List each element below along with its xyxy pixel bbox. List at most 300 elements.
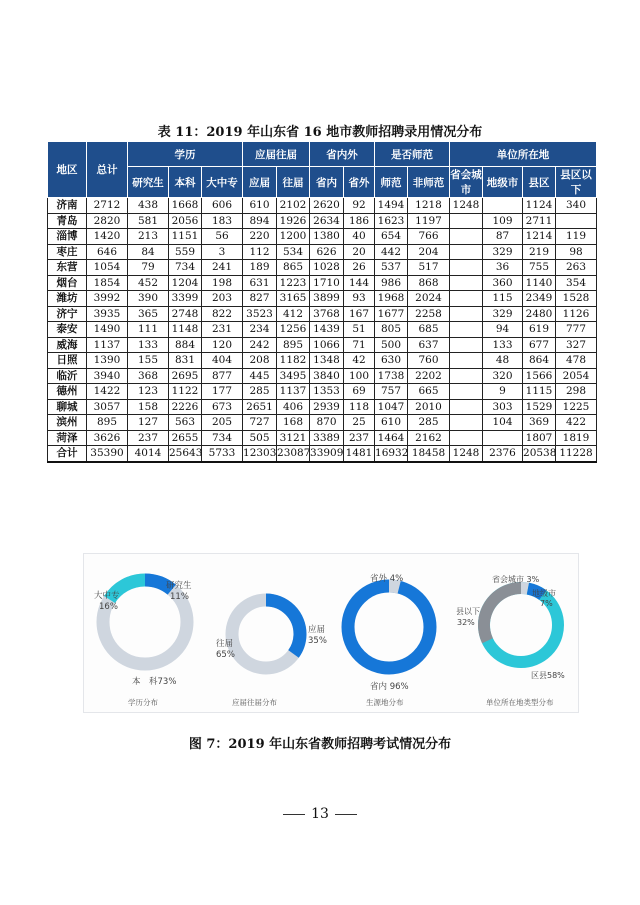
value-cell: 3899	[310, 291, 344, 307]
value-cell: 805	[375, 322, 408, 338]
value-cell: 478	[556, 353, 597, 369]
region-cell: 济宁	[48, 306, 87, 322]
graduation-donut	[216, 600, 327, 707]
value-cell: 48	[483, 353, 523, 369]
value-cell: 203	[202, 291, 243, 307]
value-cell	[450, 322, 483, 338]
value-cell: 1819	[556, 430, 597, 446]
value-cell: 1148	[169, 322, 202, 338]
value-cell: 412	[277, 306, 310, 322]
value-cell: 20	[344, 244, 375, 260]
value-cell: 354	[556, 275, 597, 291]
value-cell: 320	[483, 368, 523, 384]
charts-panel	[83, 553, 579, 713]
region-cell: 烟台	[48, 275, 87, 291]
value-cell: 3399	[169, 291, 202, 307]
value-cell: 3935	[87, 306, 128, 322]
value-cell	[450, 384, 483, 400]
value-cell: 1047	[375, 399, 408, 415]
table-row	[48, 399, 597, 415]
subheader-cell: 非师范	[408, 167, 450, 198]
region-cell: 东营	[48, 260, 87, 276]
value-cell: 368	[128, 368, 169, 384]
value-cell: 2748	[169, 306, 202, 322]
value-cell: 26	[344, 260, 375, 276]
label-ying: 应届	[308, 625, 326, 635]
value-cell: 734	[169, 260, 202, 276]
value-cell: 606	[202, 198, 243, 214]
value-cell: 422	[556, 415, 597, 431]
value-cell: 155	[128, 353, 169, 369]
label-yanjiu: 研究生	[166, 581, 192, 591]
header-region: 地区	[48, 142, 87, 198]
region-cell: 临沂	[48, 368, 87, 384]
value-cell: 445	[243, 368, 277, 384]
subheader-cell: 县区	[523, 167, 556, 198]
value-cell: 109	[483, 213, 523, 229]
value-cell: 2634	[310, 213, 344, 229]
value-cell: 895	[87, 415, 128, 431]
region-cell: 青岛	[48, 213, 87, 229]
value-cell: 285	[408, 415, 450, 431]
value-cell: 234	[243, 322, 277, 338]
value-cell: 2202	[408, 368, 450, 384]
label-wai: 省外 4%	[370, 574, 404, 584]
value-cell: 5733	[202, 446, 243, 462]
value-cell: 610	[243, 198, 277, 214]
value-cell: 120	[202, 337, 243, 353]
value-cell: 20538	[523, 446, 556, 462]
value-cell: 1225	[556, 399, 597, 415]
value-cell: 25	[344, 415, 375, 431]
value-cell: 637	[408, 337, 450, 353]
label-wang-pct: 65%	[216, 650, 235, 660]
value-cell: 1115	[523, 384, 556, 400]
value-cell: 685	[408, 322, 450, 338]
value-cell: 1182	[277, 353, 310, 369]
table-row	[48, 415, 597, 431]
value-cell: 1677	[375, 306, 408, 322]
label-shenghui: 省会城市 3%	[492, 575, 540, 584]
subheader-cell: 省内	[310, 167, 344, 198]
value-cell: 1439	[310, 322, 344, 338]
value-cell: 118	[344, 399, 375, 415]
value-cell: 241	[202, 260, 243, 276]
subheader-cell: 本科	[169, 167, 202, 198]
donut-charts	[84, 554, 578, 712]
value-cell: 2054	[556, 368, 597, 384]
recruitment-table	[47, 141, 597, 463]
value-cell: 213	[128, 229, 169, 245]
header-normal: 是否师范	[375, 142, 450, 167]
header-education: 学历	[128, 142, 243, 167]
value-cell: 231	[202, 322, 243, 338]
value-cell: 123	[128, 384, 169, 400]
value-cell: 563	[169, 415, 202, 431]
region-cell: 滨州	[48, 415, 87, 431]
value-cell: 94	[483, 322, 523, 338]
value-cell: 646	[87, 244, 128, 260]
value-cell: 369	[523, 415, 556, 431]
table-title: 表 11：2019 年山东省 16 地市教师招聘录用情况分布	[157, 125, 483, 140]
value-cell: 23087	[277, 446, 310, 462]
value-cell: 610	[375, 415, 408, 431]
value-cell: 329	[483, 306, 523, 322]
value-cell: 1623	[375, 213, 408, 229]
label-dazhong-pct: 16%	[99, 602, 118, 612]
value-cell: 100	[344, 368, 375, 384]
value-cell: 894	[243, 213, 277, 229]
value-cell: 537	[375, 260, 408, 276]
value-cell: 1422	[87, 384, 128, 400]
value-cell: 204	[408, 244, 450, 260]
value-cell: 237	[344, 430, 375, 446]
label-yanjiu-pct: 11%	[170, 592, 189, 602]
table-row	[48, 291, 597, 307]
page-number	[0, 806, 640, 822]
nei-ring	[348, 586, 430, 668]
value-cell: 2695	[169, 368, 202, 384]
value-cell: 1926	[277, 213, 310, 229]
value-cell: 1710	[310, 275, 344, 291]
value-cell: 2102	[277, 198, 310, 214]
region-cell: 菏泽	[48, 430, 87, 446]
label-nei: 省内 96%	[370, 682, 409, 692]
value-cell: 2939	[310, 399, 344, 415]
value-cell: 263	[556, 260, 597, 276]
value-cell: 79	[128, 260, 169, 276]
value-cell: 340	[556, 198, 597, 214]
origin-donut	[348, 573, 430, 707]
value-cell: 865	[277, 260, 310, 276]
table-row	[48, 275, 597, 291]
value-cell: 3495	[277, 368, 310, 384]
region-cell: 泰安	[48, 322, 87, 338]
value-cell: 104	[483, 415, 523, 431]
table-row	[48, 368, 597, 384]
header-total: 总计	[87, 142, 128, 198]
value-cell: 35390	[87, 446, 128, 462]
value-cell: 755	[523, 260, 556, 276]
value-cell: 3523	[243, 306, 277, 322]
value-cell	[450, 353, 483, 369]
value-cell: 2349	[523, 291, 556, 307]
value-cell: 360	[483, 275, 523, 291]
caption-unit: 单位所在地类型分布	[486, 698, 554, 707]
value-cell: 220	[243, 229, 277, 245]
value-cell: 3	[202, 244, 243, 260]
value-cell: 93	[344, 291, 375, 307]
value-cell: 442	[375, 244, 408, 260]
region-cell: 威海	[48, 337, 87, 353]
value-cell: 112	[243, 244, 277, 260]
label-ying-pct: 35%	[308, 636, 327, 646]
value-cell: 760	[408, 353, 450, 369]
value-cell	[450, 260, 483, 276]
value-cell: 673	[202, 399, 243, 415]
value-cell: 219	[523, 244, 556, 260]
value-cell: 1529	[523, 399, 556, 415]
value-cell: 1738	[375, 368, 408, 384]
value-cell: 9	[483, 384, 523, 400]
value-cell: 1380	[310, 229, 344, 245]
value-cell: 2024	[408, 291, 450, 307]
value-cell	[450, 430, 483, 446]
value-cell: 390	[128, 291, 169, 307]
value-cell: 36	[483, 260, 523, 276]
value-cell: 2651	[243, 399, 277, 415]
table-row	[48, 322, 597, 338]
value-cell: 2010	[408, 399, 450, 415]
label-dazhong: 大中专	[94, 591, 120, 601]
value-cell: 329	[483, 244, 523, 260]
value-cell: 884	[169, 337, 202, 353]
value-cell: 144	[344, 275, 375, 291]
value-cell: 16932	[375, 446, 408, 462]
caption-education: 学历分布	[128, 698, 158, 707]
value-cell: 158	[128, 399, 169, 415]
table-row	[48, 337, 597, 353]
value-cell: 242	[243, 337, 277, 353]
subheader-cell: 往届	[277, 167, 310, 198]
value-cell	[450, 368, 483, 384]
value-cell: 1248	[450, 198, 483, 214]
value-cell: 1494	[375, 198, 408, 214]
value-cell: 1140	[523, 275, 556, 291]
value-cell: 84	[128, 244, 169, 260]
caption-graduation: 应届往届分布	[232, 698, 277, 707]
value-cell: 1248	[450, 446, 483, 462]
value-cell: 677	[523, 337, 556, 353]
region-cell: 日照	[48, 353, 87, 369]
value-cell: 559	[169, 244, 202, 260]
value-cell: 1481	[344, 446, 375, 462]
value-cell: 189	[243, 260, 277, 276]
value-cell	[450, 244, 483, 260]
value-cell: 71	[344, 337, 375, 353]
value-cell: 868	[408, 275, 450, 291]
value-cell: 133	[128, 337, 169, 353]
value-cell	[450, 291, 483, 307]
value-cell: 3768	[310, 306, 344, 322]
value-cell: 2258	[408, 306, 450, 322]
table-row	[48, 353, 597, 369]
value-cell: 404	[202, 353, 243, 369]
value-cell: 895	[277, 337, 310, 353]
value-cell: 2056	[169, 213, 202, 229]
value-cell: 870	[310, 415, 344, 431]
value-cell: 1807	[523, 430, 556, 446]
value-cell: 3165	[277, 291, 310, 307]
value-cell: 298	[556, 384, 597, 400]
value-cell: 2162	[408, 430, 450, 446]
page-number-text: 13	[311, 806, 329, 822]
value-cell: 98	[556, 244, 597, 260]
value-cell: 1066	[310, 337, 344, 353]
region-cell: 枣庄	[48, 244, 87, 260]
value-cell: 2711	[523, 213, 556, 229]
value-cell: 3626	[87, 430, 128, 446]
value-cell: 766	[408, 229, 450, 245]
value-cell: 119	[556, 229, 597, 245]
value-cell: 1124	[523, 198, 556, 214]
value-cell: 51	[344, 322, 375, 338]
value-cell: 500	[375, 337, 408, 353]
table-row	[48, 430, 597, 446]
value-cell: 665	[408, 384, 450, 400]
value-cell: 127	[128, 415, 169, 431]
value-cell: 3940	[87, 368, 128, 384]
figure-caption: 图 7：2019 年山东省教师招聘考试情况分布	[188, 737, 452, 752]
value-cell: 1528	[556, 291, 597, 307]
subheader-cell: 省外	[344, 167, 375, 198]
value-cell	[450, 399, 483, 415]
value-cell: 1353	[310, 384, 344, 400]
subheader-cell: 县区以下	[556, 167, 597, 198]
value-cell: 822	[202, 306, 243, 322]
header-origin: 省内外	[310, 142, 375, 167]
value-cell: 3121	[277, 430, 310, 446]
label-xianqu: 区县58%	[531, 671, 565, 680]
subheader-cell: 省会城市	[450, 167, 483, 198]
value-cell: 2376	[483, 446, 523, 462]
value-cell: 877	[202, 368, 243, 384]
region-cell: 淄博	[48, 229, 87, 245]
education-donut	[87, 564, 203, 707]
value-cell: 208	[243, 353, 277, 369]
region-cell: 潍坊	[48, 291, 87, 307]
value-cell: 1348	[310, 353, 344, 369]
value-cell: 3057	[87, 399, 128, 415]
value-cell: 183	[202, 213, 243, 229]
value-cell: 3840	[310, 368, 344, 384]
table-row	[48, 306, 597, 322]
region-cell: 合计	[48, 446, 87, 462]
table-row	[48, 384, 597, 400]
value-cell: 1854	[87, 275, 128, 291]
value-cell: 1126	[556, 306, 597, 322]
value-cell: 111	[128, 322, 169, 338]
value-cell: 1464	[375, 430, 408, 446]
value-cell: 626	[310, 244, 344, 260]
subheader-cell: 研究生	[128, 167, 169, 198]
value-cell: 1197	[408, 213, 450, 229]
value-cell: 619	[523, 322, 556, 338]
value-cell	[450, 275, 483, 291]
value-cell: 365	[128, 306, 169, 322]
value-cell: 1490	[87, 322, 128, 338]
value-cell: 1200	[277, 229, 310, 245]
value-cell: 1028	[310, 260, 344, 276]
value-cell: 1390	[87, 353, 128, 369]
value-cell	[450, 213, 483, 229]
value-cell: 2226	[169, 399, 202, 415]
table-row	[48, 213, 597, 229]
value-cell: 654	[375, 229, 408, 245]
value-cell: 133	[483, 337, 523, 353]
value-cell: 115	[483, 291, 523, 307]
value-cell: 986	[375, 275, 408, 291]
value-cell: 438	[128, 198, 169, 214]
value-cell: 12303	[243, 446, 277, 462]
subheader-cell: 应届	[243, 167, 277, 198]
value-cell: 1223	[277, 275, 310, 291]
header-unit: 单位所在地	[450, 142, 597, 167]
value-cell: 1218	[408, 198, 450, 214]
value-cell: 186	[344, 213, 375, 229]
value-cell: 285	[243, 384, 277, 400]
value-cell: 303	[483, 399, 523, 415]
value-cell: 1137	[277, 384, 310, 400]
label-benke: 本 科73%	[132, 677, 177, 687]
value-cell: 1204	[169, 275, 202, 291]
label-xianyixia-pct: 32%	[457, 618, 475, 627]
value-cell: 69	[344, 384, 375, 400]
value-cell: 831	[169, 353, 202, 369]
header-graduation: 应届往届	[243, 142, 310, 167]
value-cell: 534	[277, 244, 310, 260]
table-row	[48, 244, 597, 260]
label-diji: 地级市	[532, 589, 556, 598]
value-cell: 777	[556, 322, 597, 338]
value-cell: 2712	[87, 198, 128, 214]
value-cell: 42	[344, 353, 375, 369]
value-cell	[450, 306, 483, 322]
value-cell: 1420	[87, 229, 128, 245]
table-row	[48, 229, 597, 245]
value-cell	[450, 229, 483, 245]
value-cell: 1054	[87, 260, 128, 276]
subheader-cell: 师范	[375, 167, 408, 198]
value-cell	[483, 198, 523, 214]
value-cell: 757	[375, 384, 408, 400]
value-cell: 3389	[310, 430, 344, 446]
value-cell: 40	[344, 229, 375, 245]
value-cell: 630	[375, 353, 408, 369]
value-cell: 237	[128, 430, 169, 446]
value-cell: 406	[277, 399, 310, 415]
label-xianyixia: 县以下	[456, 607, 480, 616]
value-cell: 56	[202, 229, 243, 245]
table-row	[48, 260, 597, 276]
value-cell: 1566	[523, 368, 556, 384]
value-cell: 505	[243, 430, 277, 446]
value-cell: 734	[202, 430, 243, 446]
value-cell	[483, 430, 523, 446]
label-diji-pct: 7%	[540, 599, 553, 608]
value-cell: 177	[202, 384, 243, 400]
value-cell: 1256	[277, 322, 310, 338]
region-cell: 聊城	[48, 399, 87, 415]
value-cell: 25643	[169, 446, 202, 462]
table-row	[48, 198, 597, 214]
value-cell: 452	[128, 275, 169, 291]
value-cell: 205	[202, 415, 243, 431]
value-cell	[450, 415, 483, 431]
value-cell: 3992	[87, 291, 128, 307]
value-cell: 18458	[408, 446, 450, 462]
region-cell: 济南	[48, 198, 87, 214]
value-cell: 33909	[310, 446, 344, 462]
region-cell: 德州	[48, 384, 87, 400]
value-cell: 87	[483, 229, 523, 245]
value-cell	[450, 337, 483, 353]
value-cell: 4014	[128, 446, 169, 462]
value-cell: 1151	[169, 229, 202, 245]
value-cell: 327	[556, 337, 597, 353]
value-cell: 2620	[310, 198, 344, 214]
value-cell: 517	[408, 260, 450, 276]
